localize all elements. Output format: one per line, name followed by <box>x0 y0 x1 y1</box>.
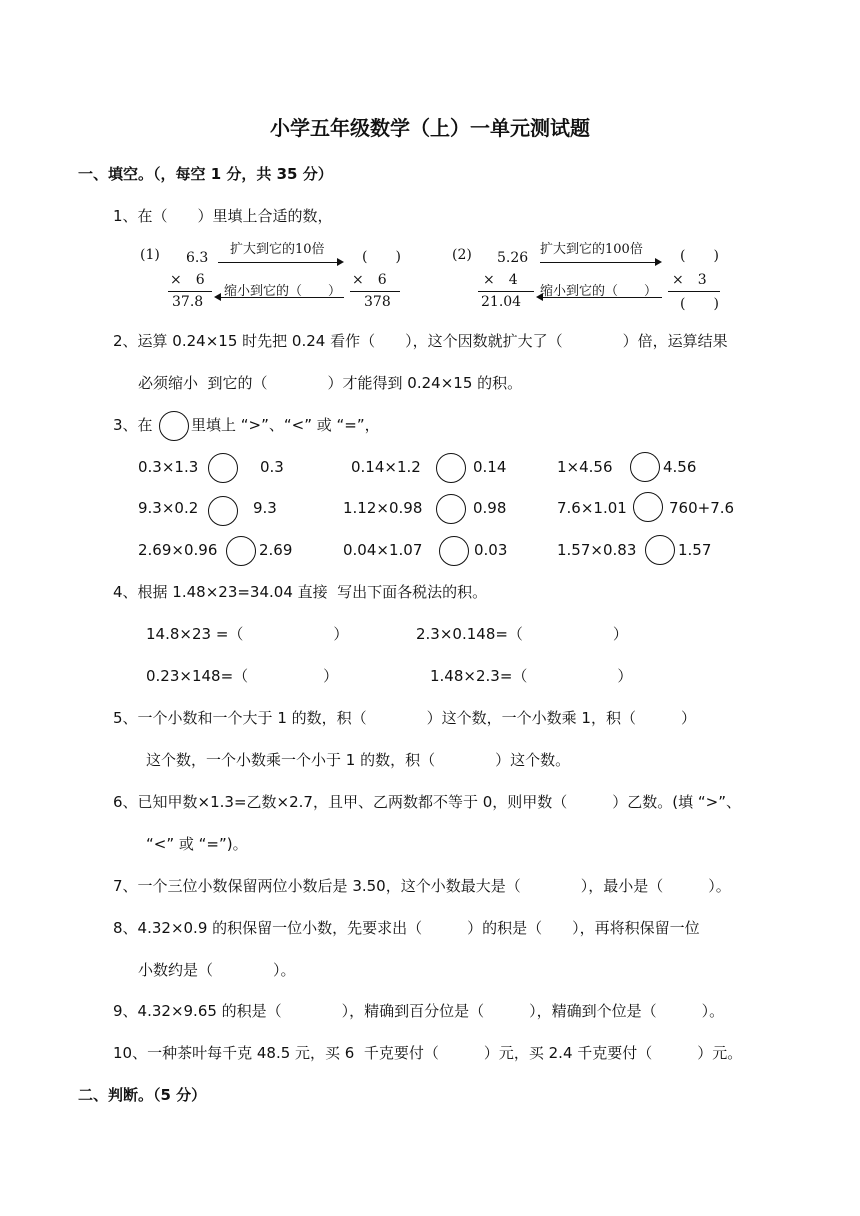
question-8-line-1: 8、4.32×0.9 的积保留一位小数，先要求出（ ）的积是（ ），再将积保留一位 <box>113 919 700 937</box>
q1-d2-right-arrow <box>540 262 660 263</box>
q3-item-left: 7.6×1.01 <box>557 499 627 517</box>
q3-item-left: 1×4.56 <box>557 458 613 476</box>
q1-d1-times-left: × 6 <box>170 272 205 288</box>
q1-d1-result-right: 378 <box>364 294 391 310</box>
q3-item-left: 2.69×0.96 <box>138 541 218 559</box>
question-5-line-2: 这个数，一个小数乘一个小于 1 的数，积（ ）这个数。 <box>146 751 571 769</box>
q1-d1-arrow-top-text: 扩大到它的10倍 <box>230 242 325 257</box>
q3-item-right: 0.3 <box>260 458 284 476</box>
q1-d1-left-arrow <box>216 297 344 298</box>
question-10: 10、一种茶叶每千克 48.5 元，买 6 千克要付（ ）元，买 2.4 千克要付（ ）元。 <box>113 1044 743 1062</box>
q3-answer-circle[interactable] <box>436 453 466 483</box>
q3-item-right: 0.03 <box>474 541 508 559</box>
question-2-line-2: 必须缩小 到它的（ ）才能得到 0.24×15 的积。 <box>138 374 523 392</box>
q1-d2-label: (2) <box>452 247 472 263</box>
q3-answer-circle[interactable] <box>208 453 238 483</box>
question-9: 9、4.32×9.65 的积是（ ），精确到百分位是（ ），精确到个位是（ ）。 <box>113 1002 725 1020</box>
q1-d2-top-right: ( ) <box>680 248 719 264</box>
q3-answer-circle[interactable] <box>645 535 675 565</box>
q3-item-right: 2.69 <box>259 541 293 559</box>
q1-d1-result-left: 37.8 <box>172 294 204 310</box>
q3-item-right: 0.14 <box>473 458 507 476</box>
question-7: 7、一个三位小数保留两位小数后是 3.50，这个小数最大是（ ），最小是（ ）。 <box>113 877 731 895</box>
q3-item-right: 9.3 <box>253 499 277 517</box>
q1-d2-arrow-bottom-text: 缩小到它的（ ） <box>540 284 658 299</box>
q1-d2-arrow-top-text: 扩大到它的100倍 <box>540 242 643 257</box>
q3-item-left: 0.04×1.07 <box>343 541 423 559</box>
q3-answer-circle[interactable] <box>633 492 663 522</box>
q1-d2-times-left: × 4 <box>483 272 518 288</box>
section-1-heading: 一、填空。（，每空 1 分，共 35 分） <box>78 165 333 183</box>
question-6-line-1: 6、已知甲数×1.3=乙数×2.7，且甲、乙两数都不等于 0，则甲数（ ）乙数。(填 “>”、 <box>113 793 742 811</box>
q3-answer-circle[interactable] <box>436 494 466 524</box>
q3-answer-circle[interactable] <box>208 496 238 526</box>
q3-item-right: 0.98 <box>473 499 507 517</box>
q3-item-right: 1.57 <box>678 541 712 559</box>
q4-item-b: 2.3×0.148=（ ） <box>416 625 628 643</box>
q1-d1-top-left: 6.3 <box>186 250 209 266</box>
q1-d2-left-arrow <box>538 297 662 298</box>
q3-item-left: 1.57×0.83 <box>557 541 637 559</box>
q3-item-right: 4.56 <box>663 458 697 476</box>
q1-d1-arrow-bottom-text: 缩小到它的（ ） <box>224 284 342 299</box>
q3-item-right: 760+7.6 <box>669 499 735 517</box>
q1-d2-times-right: × 3 <box>672 272 707 288</box>
question-1: 1、在（ ）里填上合适的数， <box>113 207 333 225</box>
q3-answer-circle[interactable] <box>439 536 469 566</box>
q3-item-left: 1.12×0.98 <box>343 499 423 517</box>
question-5-line-1: 5、一个小数和一个大于 1 的数，积（ ）这个数，一个小数乘 1，积（ ） <box>113 709 696 727</box>
q3-item-left: 0.14×1.2 <box>351 458 421 476</box>
q1-d1-label: (1) <box>140 247 160 263</box>
q1-d1-times-right: × 6 <box>352 272 387 288</box>
q1-d1-right-arrow <box>218 262 342 263</box>
q1-d2-line-right <box>668 291 720 292</box>
page-title: 小学五年级数学（上）一单元测试题 <box>270 116 590 140</box>
question-3-prefix: 3、在 <box>113 416 153 434</box>
question-6-line-2: “<” 或 “=”)。 <box>146 835 248 853</box>
q4-item-d: 1.48×2.3=（ ） <box>430 667 633 685</box>
q3-item-left: 9.3×0.2 <box>138 499 199 517</box>
question-2-line-1: 2、运算 0.24×15 时先把 0.24 看作（ ），这个因数就扩大了（ ）倍，运算结果 <box>113 332 728 350</box>
question-3-suffix: 里填上 “>”、“<” 或 “=”， <box>191 416 380 434</box>
question-4: 4、根据 1.48×23=34.04 直接 写出下面各税法的积。 <box>113 583 488 601</box>
q1-d2-top-left: 5.26 <box>497 250 529 266</box>
q1-d1-top-right: ( ) <box>362 249 401 265</box>
q4-item-a: 14.8×23 =（ ） <box>146 625 349 643</box>
q1-d2-result-right: ( ) <box>680 296 719 312</box>
section-2-heading: 二、判断。（5 分） <box>78 1086 207 1104</box>
question-8-line-2: 小数约是（ ）。 <box>138 961 296 979</box>
q3-answer-circle[interactable] <box>630 452 660 482</box>
q3-answer-circle[interactable] <box>226 536 256 566</box>
q4-item-c: 0.23×148=（ ） <box>146 667 339 685</box>
q1-d2-result-left: 21.04 <box>481 294 522 310</box>
q3-item-left: 0.3×1.3 <box>138 458 199 476</box>
q3-example-circle <box>159 411 189 441</box>
